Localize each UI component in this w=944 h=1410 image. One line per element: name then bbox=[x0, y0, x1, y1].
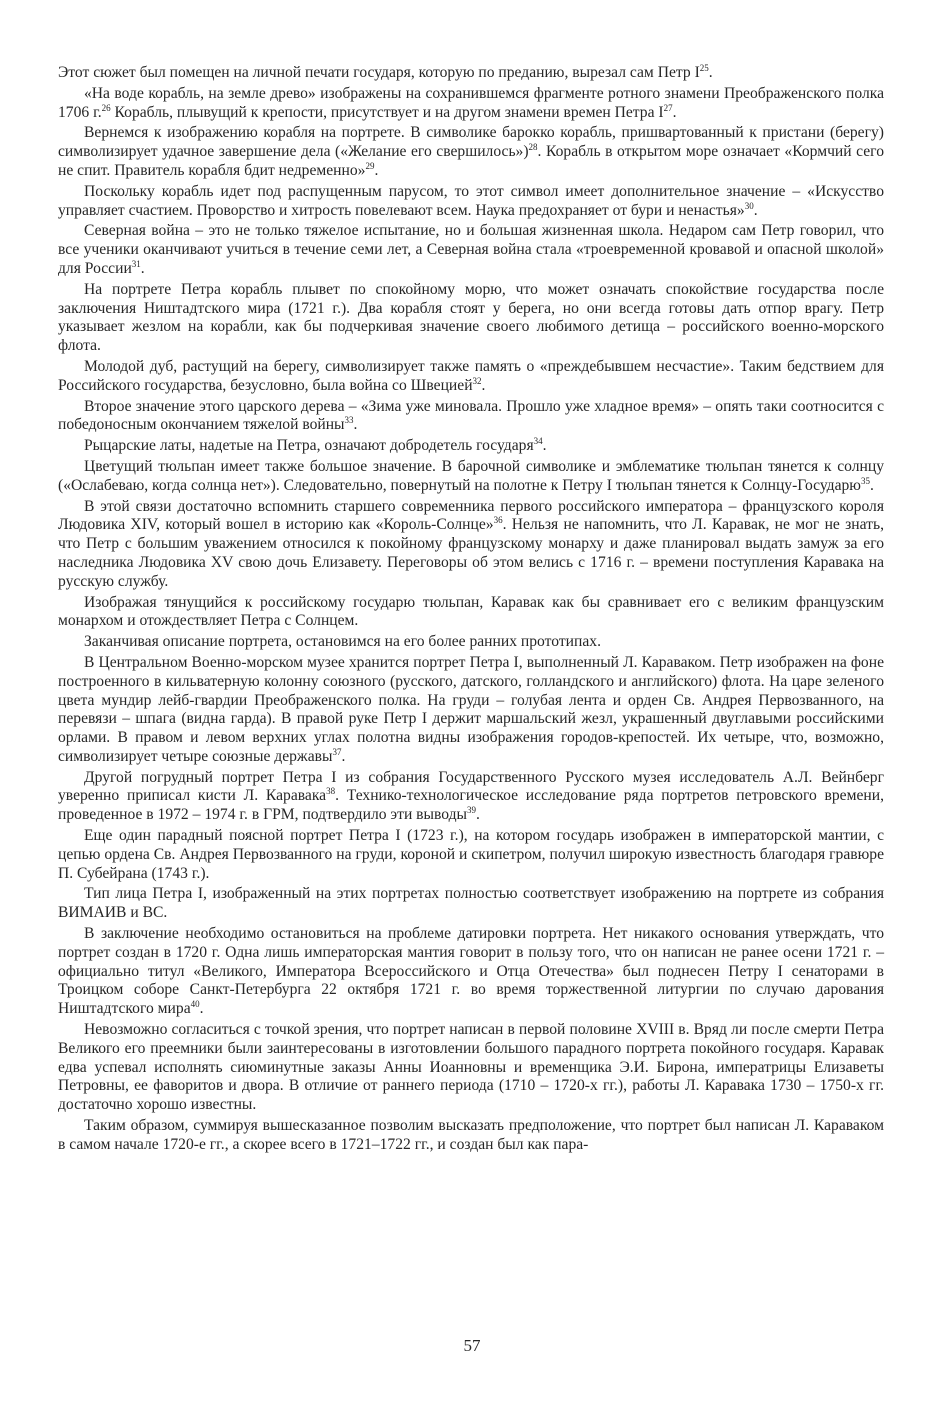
paragraph: Заканчивая описание портрета, остановимся на его более ранних прототипах. bbox=[84, 633, 601, 651]
paragraph: Таким образом, суммируя вышесказанное позволим высказать предположение, что портрет был написан Л. Караваком в самом начале 1720-е гг., а скорее всего в 1721–1722 гг., и создан был как пара- bbox=[58, 1117, 884, 1153]
paragraph: Северная война – это не только тяжелое испытание, но и большая жизненная школа. Недаром сам Петр говорил, что все ученики оканчивают учиться в течение семи лет, а Северная война стала «троевременной кровавой и опасной школой» для России$^{31}$. bbox=[58, 222, 884, 277]
paragraph: Второе значение этого царского дерева – «Зима уже миновала. Прошло уже хладное время» – опять таки соотносится с победоносным окончанием тяжелой войны$^{33}$. bbox=[58, 397, 884, 434]
page-number: 57 bbox=[463, 1336, 481, 1355]
paragraph: Тип лица Петра I, изображенный на этих портретах полностью соответствует изображению на портрете из собрания ВИМАИВ и ВС. bbox=[58, 885, 884, 922]
document-body bbox=[58, 64, 884, 1157]
paragraph: Этот сюжет был помещен на личной печати государя, которую по преданию, вырезал сам Петр $I^{25}$. bbox=[58, 62, 713, 81]
paragraph: Изображая тянущийся к российскому государю тюльпан, Каравак как бы сравнивает его с великим французским монархом и отождествляет Петра с Солнцем. bbox=[58, 593, 884, 630]
paragraph: Невозможно согласиться с точкой зрения, что портрет написан в первой половине XVIII в. Вряд ли после смерти Петра Великого его преемники были заинтересованы в изготовлении большого парадного портрета покойного государя. Каравак едва успевал исполнять сиюминутные заказы Анны Иоанновны и временщика Э.И. Бирона, императрицы Елизаветы Петровны, ее фаворитов и двора. В отличие от раннего периода (1710 – 1720-х гг.), работы Л. Каравака 1730 – 1750-х гг. достаточно хорошо известны. bbox=[58, 1021, 884, 1114]
paragraph: Молодой дуб, растущий на берегу, символизирует также память о «преждебывшем несчастие». Таким бедствием для Российского государства, безусловно, была война со Швецией$^{32}$. bbox=[58, 357, 884, 394]
paragraph: Поскольку корабль идет под распущенным парусом, то этот символ имеет дополнительное значение – «Искусство управляет счастием. Проворство и хитрость повелевают всем. Наука предохраняет от бури и ненастья»$^{30}$. bbox=[58, 182, 884, 219]
paragraph: «На воде корабль, на земле древо» изображены на сохранившемся фрагменте ротного знамени Преображенского полка 1706 г.$^{26}$ Корабль, плывущий к крепости, присутствует и на другом знамени времен Петра $I^{27}$. bbox=[58, 84, 884, 121]
paragraph: Еще один парадный поясной портрет Петра I (1723 г.), на котором государь изображен в императорской мантии, с цепью ордена Св. Андрея Первозванного на груди, короной и скипетром, получил широкую известность благодаря гравюре П. Субейрана (1743 г.). bbox=[58, 827, 884, 882]
paragraph: Вернемся к изображению корабля на портрете. В символике барокко корабль, пришвартованный к пристани (берегу) символизирует удачное завершение дела («Желание его свершилось»)$^{28}$. Корабль в открытом море означает «Кормчий сего не спит. Правитель корабля бдит недременно»$^{29}$. bbox=[58, 124, 884, 179]
paragraph: Рыцарские латы, надетые на Петра, означают добродетель государя$^{34}$. bbox=[84, 435, 547, 455]
paragraph: Другой погрудный портрет Петра I из собрания Государственного Русского музея исследователь А.Л. Вейнберг уверенно приписал кисти Л. Каравака$^{38}$. Технико-технологическое исследование ряда портретов петровского времени, проведенное в 1972 – 1974 г. в ГРМ, подтвердило эти выводы$^{39}$. bbox=[58, 768, 884, 824]
paragraph: На портрете Петра корабль плывет по спокойному морю, что может означать спокойствие государства после заключения Ништадтского мира (1721 г.). Два корабля стоят у берега, но они всегда готовы дать отпор врагу. Петр указывает жезлом на корабли, как бы подчеркивая значение своего любимого детища – российского военно-морского флота. bbox=[58, 280, 884, 355]
paragraph: В этой связи достаточно вспомнить старшего современника первого российского императора – французского короля Людовика XIV, который вошел в историю как «Король-Солнце»$^{36}$. Нельзя не напомнить, что Л. Каравак, не мог не знать, что Петр с большим уважением относился к покойному французскому монарху и даже планировал выдать замуж за его наследника Людовика XV свою дочь Елизавету. Переговоры об этом велись с 1716 г. – времени поступления Каравака на русскую службу. bbox=[58, 497, 884, 590]
paragraph: В заключение необходимо остановиться на проблеме датировки портрета. Нет никакого основания утверждать, что портрет создан в 1720 г. Одна лишь императорская мантия говорит в пользу того, что он написан не ранее осени 1721 г. – официально титул «Великого, Императора Всероссийского и Отца Отечества» был поднесен Петру I сенаторами в Троицком соборе Санкт-Петербурга 22 октября 1721 г. во время торжественной литургии по случаю дарования Ништадтского мира$^{40}$. bbox=[58, 925, 884, 1018]
paragraph: Цветущий тюльпан имеет также большое значение. В барочной символике и эмблематике тюльпан тянется к солнцу («Ослабеваю, когда солнца нет»). Следовательно, повернутый на полотне к Петру I тюльпан тянется к Солнцу-Государю$^{35}$. bbox=[58, 457, 884, 494]
paragraph: В Центральном Военно-морском музее хранится портрет Петра I, выполненный Л. Караваком. Петр изображен на фоне построенного в кильватерную колонну союзного (русского, датского, голландского и английского) флота. На царе зеленого цвета мундир лейб-гвардии Преображенского полка. На груди – голубая лента и орден Св. Андрея Первозванного, на перевязи – шпага (видна гарда). В правой руке Петр I держит маршальский жезл, украшенный двуглавыми российскими орлами. В правом и левом верхних углах полотна видны изображения городов-крепостей. Их четыре, что, возможно, символизирует четыре союзные державы$^{37}$. bbox=[58, 653, 884, 765]
